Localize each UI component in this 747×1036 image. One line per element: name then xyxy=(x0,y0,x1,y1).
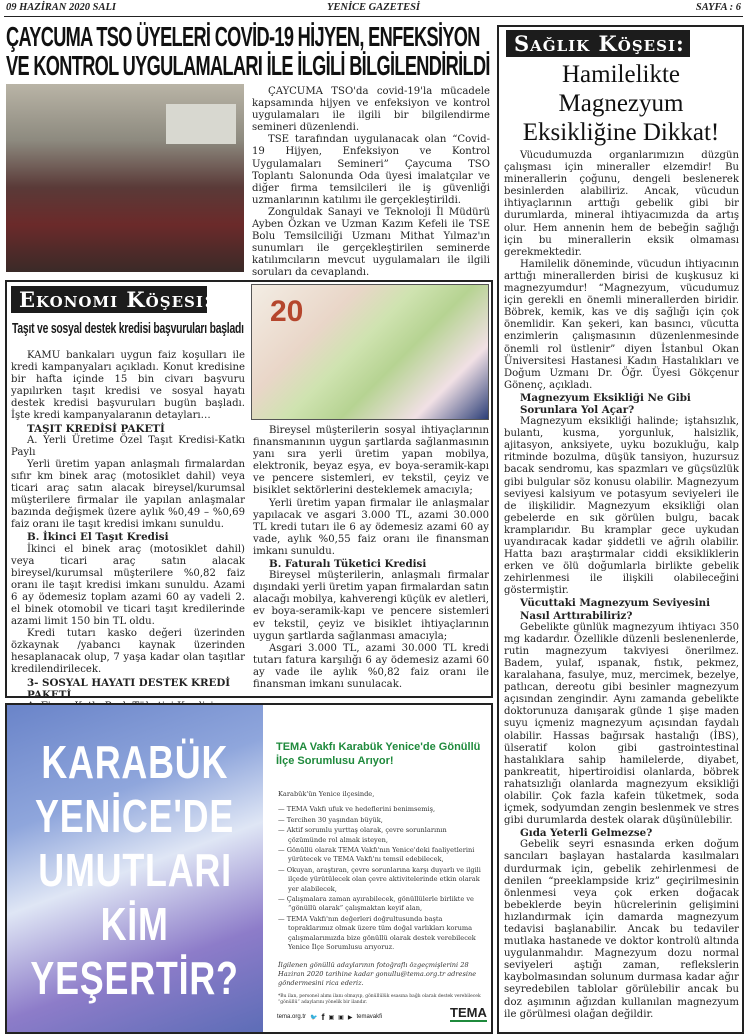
subheading: B. Faturalı Tüketici Kredisi xyxy=(269,558,427,571)
ad-bullet: — Çalışmalara zaman ayırabilecek, gönüllülerle birlikte ve “gönüllü olarak” çalışmaktan keyif alan, xyxy=(278,895,474,913)
instagram-icon[interactable]: ▣ xyxy=(328,1014,335,1021)
ad-poster-image xyxy=(7,705,263,1032)
subheading: 3- SOSYAL HAYATI DESTEK KREDİ PAKETİ xyxy=(27,676,231,701)
facebook-icon[interactable]: f xyxy=(321,1012,325,1022)
youtube-icon[interactable]: ▶ xyxy=(347,1014,353,1021)
ad-text xyxy=(278,790,483,1006)
ad-bullet: — TEMA Vakfı ufuk ve hedeflerini benimsemiş, xyxy=(278,805,436,814)
economy-subheading: Taşıt ve sosyal destek kredisi başvuruları başladı xyxy=(12,320,244,337)
health-title: Hamilelikte Magnezyum Eksikliğine Dikkat! xyxy=(522,61,720,146)
headline-line: VE KONTROL UYGULAMALARI İLE İLGİLİ BİLGİLENDİRİLDİ xyxy=(6,50,490,81)
paragraph: Vücudumuzda organlarımızın düzgün çalışması için mineraller elzemdir! Bu minerallerin çoğunu, dengeli beslenerek besinlerden alabiliriz. Ancak, vücudun ihtiyaçlarının arttığı gebelik gibi bir durumlarda, mineral ihtiyacımızda da artış olur. Hem annenin hem de bebeğin sağlığı için bu minerallerin eksik olmaması gerekmektedir. xyxy=(504,150,739,258)
health-article-body xyxy=(504,150,739,1030)
paragraph: Yerli üretim yapan anlaşmalı firmalardan sıfır km binek araç (motosiklet dahil) veya ticari araç satın alacak bireysel/kurumsal müşterilere firmalar ile yapılan anlaşmalar bazında değişmek üzere aylık %0,49 – %0,69 faiz oranı ile taşıt kredisi imkanı sunuldu. xyxy=(11,458,245,531)
page-number: SAYFA : 6 xyxy=(695,2,741,13)
ad-website[interactable]: tema.org.tr xyxy=(277,1014,307,1020)
paragraph: Gebelikte günlük magnezyum ihtiyacı 350 mg kadardır. Özellikle düzenli beslenenlerde, rutin magnezyum takviyesi önerilmez. Badem, yulaf, ıspanak, fıstık, pekmez, karalahana, fasulye, muz, mercimek, bezelye, patlıcan, dereotu gibi besinler magnezyum açısından zengindir. Aynı zamanda gebelikte doktorunuza danışarak günde 1 şişe maden suyu içmeniz magnezyum açısından faydalı olabilir. Hassas bağırsak hastalığı (İBS), ülseratif kolon gibi gastrointestinal hastalıklara sahip hamilelerde, diyabet, pankreatit, hipertiroidisi olanlarda, böbrek rahatsızlığı olanlarda magnezyum eksikliği olabilir. Çok fazla kafein tüketmek, soda içmek, sodyumdan zengin beslenmek ve stres gibi durumlarda destek olarak düşünülebilir. xyxy=(504,621,739,827)
ad-poster-line: YENİCE'DE xyxy=(35,790,235,842)
health-label: Sağlık Köşesi: xyxy=(506,30,690,57)
ad-poster-line: KARABÜK xyxy=(41,736,229,788)
banknote-denomination: 20 xyxy=(270,295,304,328)
paragraph: Asgari 3.000 TL, azami 30.000 TL kredi tutarı fatura karşılığı 6 ay ödemesiz azami 60 ay vade ile aylık %0,82 faiz oranı ile finansman imkanı sunulacak. xyxy=(253,642,489,690)
paragraph: ÇAYCUMA TSO'da covid-19'la mücadele kapsamında hijyen ve enfeksiyon ve kontrol uygulamaları ile ilgili bir bilgilendirme semineri düzenlendi. xyxy=(252,86,490,134)
twitter-icon[interactable]: 🐦 xyxy=(310,1014,318,1021)
ad-bullet: — TEMA Vakfı'nın değerleri doğrultusunda başta topraklarımız olmak üzere tüm doğal varlıkları koruma çalışmalarımızda bize gönüllü olarak destek verebilecek Yenice İlçe Sorumlusu arıyoruz. xyxy=(278,914,476,952)
economy-right-column xyxy=(253,425,489,693)
paragraph: Yerli üretim yapan firmalar ile anlaşmalar yapılacak ve asgari 3.000 TL, azami 30.000 TL kredi tutarı ile 6 ay ödemesiz azami 60 ay vade, aylık %0,55 faiz oranı ile finansman imkanı sunuldu. xyxy=(253,497,489,557)
subheading: Vücuttaki Magnezyum Seviyesini Nasıl Arttırabiliriz? xyxy=(520,597,711,622)
paragraph: Zonguldak Sanayi ve Teknoloji İl Müdürü Ayben Özkan ve Uzman Kazım Kefeli ile TSE Bolu Temsilciliği Uzmanı Mithat Yılmaz'ın sunumları ile gerçekleştirilen seminerde katılımcıların mevcut uygulamaları ile ilgili soruları da cevaplandı. xyxy=(252,206,490,279)
ad-footer xyxy=(277,1012,382,1022)
subheading: Gıda Yeterli Gelmezse? xyxy=(520,827,653,840)
ad-bullet: — Okuyan, araştıran, çevre sorunlarına karşı duyarlı ve ilgili ilçede yürütülecek olan çevre aktivitelerinde etkin olarak yer alabilecek, xyxy=(278,865,481,893)
main-article-body xyxy=(252,86,490,279)
main-headline xyxy=(6,22,490,80)
ad-bullet: — Tercihen 30 yaşından büyük, xyxy=(278,815,383,824)
subheading: TAŞIT KREDİSİ PAKETİ xyxy=(27,422,165,435)
paragraph: KAMU bankaları uygun faiz koşulları ile kredi kampanyaları açıkladı. Konut kredisine bir hafta içinde 15 bin civarı başvuru yapılırken taşıt kredisi ve sosyal hayatı destek kredisi başvuruları bugün başladı. İşte kredi kampanyalaranın detayları… xyxy=(11,350,245,422)
ad-poster-line: KİM xyxy=(100,898,170,950)
economy-left-column xyxy=(11,350,245,701)
ad-bullet: — Gönüllü olarak TEMA Vakfı'nın Yenice'deki faaliyetlerini yürütecek ve TEMA Vakfı'nı temsil edebilecek, xyxy=(278,846,475,864)
banknote-photo xyxy=(251,284,489,420)
subheading: B. İkinci El Taşıt Kredisi xyxy=(27,531,169,544)
issue-date: 09 HAZİRAN 2020 SALI xyxy=(6,2,116,13)
paragraph: İkinci el binek araç (motosiklet dahil) veya ticari araç satın alacak bireysel/kurumsal müşterilere %0,82 faiz oranı ile taşıt kredisi imkanı sunuldu. Azami 6 ay ödemesiz toplam azami 60 ay vadeli 2. el binek otomobil ve ticari taşıt kredilerinde azami limit 150 bin TL oldu. xyxy=(11,543,245,628)
economy-label: Ekonomi Köşesi: xyxy=(11,286,207,313)
paragraph: Magnezyum eksikliği halinde; iştahsızlık, bulantı, kusma, yorgunluk, halsizlik, ajitasyon, anksiyete, uyku bozukluğu, kalp ritminde bozulma, düşük tansiyon, huzursuz bacak sendromu, kas spazmları ve güçsüzlük gibi bulgular söz konusu olabilir. Magnezyum seviyesi kalsiyum ve potasyum seviyeleri ile de ilişkilidir. Magnezyum eksikliği olan gebelerde en sık görülen bulgu, bacak kramplarıdır. Bu kramplar gece uykudan uyandıracak kadar şiddetli ve ağrılı olabilir. Hatta bazı araştırmalar ciddi eksikliklerin erken ve ölü doğumlarla birlikte gebelik zehirlenmesi ile ilişkili olabileceğini göstermiştir. xyxy=(504,416,739,597)
headline-line: ÇAYCUMA TSO ÜYELERİ COVİD-19 HİJYEN, ENFEKSİYON xyxy=(6,21,480,52)
linkedin-icon[interactable]: ▣ xyxy=(338,1014,344,1021)
ad-poster-line: UMUTLARI xyxy=(38,844,232,896)
projection-screen xyxy=(166,104,236,144)
ad-handle[interactable]: temavakfi xyxy=(356,1014,383,1020)
seminar-photo xyxy=(6,84,244,272)
paragraph: Hamilelik döneminde, vücudun ihtiyacının arttığı minerallerden birisi de kuşkusuz ki magnezyumdur! “Magnezyum, vücudumuz için gerekli en önemli minerallerden biridir. Böbrek, kemik, kas ve diş sağlığı için çok önemlidir. Kan şekeri, kan basıncı, vücutta enzimlerin çalışmasının düzenlenmesinde önemli rol üstlenir” diyen İstanbul Okan Üniversitesi Hastanesi Kadın Hastalıkları ve Doğum Uzmanı Dr. Öğr. Üyesi Gökçenur Gönenç, açıkladı. xyxy=(504,258,739,391)
ad-bullet: — Aktif sorumlu yurttaş olarak, çevre sorunlarının çözümünde rol almak isteyen, xyxy=(278,826,447,844)
header-rule xyxy=(4,16,743,17)
subheading: Magnezyum Eksikliği Ne Gibi Sorunlara Yol Açar? xyxy=(520,391,691,416)
paragraph: Kredi tutarı kasko değeri üzerinden özkaynak /yabancı kaynak üzerinden hesaplanacak olup, 7 yaşa kadar olan taşıtlar kredilendirilecek. xyxy=(11,628,245,676)
ad-apply-note: İlgilenen gönüllü adaylarının fotoğraflı özgeçmişlerini 28 Haziran 2020 tarihine kadar gonullu@tema.org.tr adresine göndermesini rica ederiz. xyxy=(278,960,477,988)
paragraph: Bireysel müşterilerin sosyal ihtiyaçlarının finansmanının uygun şartlarda sağlanmasının yanı sıra yerli üretim yapan mobilya, elektronik, beyaz eşya, ev boya-seramik-kapı ve pencere sistemleri, ev tekstil, çeyiz ve bisiklet sektörlerini desteklemek amacıyla; xyxy=(253,425,489,497)
ad-title: TEMA Vakfı Karabük Yenice'de Gönüllü İlçe Sorumlusu Arıyor! xyxy=(276,741,481,767)
tema-logo: TEMA xyxy=(450,1005,487,1020)
newspaper-name: YENİCE GAZETESİ xyxy=(326,2,421,13)
paragraph: TSE tarafından uygulanacak olan “Covid-19 Hijyen, Enfeksiyon ve Kontrol Uygulamaları Semineri” Çaycuma TSO Toplantı Salonunda Oda üyesi imalatçılar ve diğer firma temsilcileri ile iş güvenliği uzmanlarının katılımı ile gerçekleştirildi. xyxy=(252,134,490,206)
paragraph: Bireysel müşterilerin, anlaşmalı firmalar dışındaki yerli üretim yapan firmalardan satın alacağı mobilya, kahverengi küçük ev aletleri, ev boya-seramik-kapı ve pencere sistemleri ev tekstil, çeyiz ve bisiklet ihtiyaçlarının uygun şartlarda sağlanması amacıyla; xyxy=(253,570,489,642)
ad-footnote: *Bu ilan, personel alımı ilanı olmayıp, gönüllülük esasına bağlı olarak destek verebilecek “gönüllü” adaylarını yönelik bir ilandır. xyxy=(278,993,481,1005)
paragraph: A. Yerli Üretime Özel Taşıt Kredisi-Katkı Paylı xyxy=(11,434,245,458)
paragraph: Gebelik seyri esnasında erken doğum sancıları başlayan hastalarda kasılmaları durdurmak için, gebelik zehirlenmesi de denilen “preeklampside kriz” geçirilmesinin önlenmesi veya çok erken doğacak bebeklerde beyin hücrelerinin gelişimini hızlandırmak için damarda magnezyum tedavisi başlanabilir. Ancak bu tedaviler mutlaka hastanede ve doktor kontrolü altında uygulanmalıdır. Magnezyum dozu normal seviyeleri aştığı zaman, reflekslerin kaybolmasından solunum durmasa kadar ağır seyredebilen tablolar görülebilir ancak bu doz aşımının ağızdan kullanılan magnezyum ile görülmesi olağan değildir. xyxy=(504,839,739,1020)
ad-intro: Karabük'ün Yenice ilçesinde, xyxy=(278,790,375,798)
ad-poster-line: YEŞERTİR? xyxy=(30,952,240,1004)
